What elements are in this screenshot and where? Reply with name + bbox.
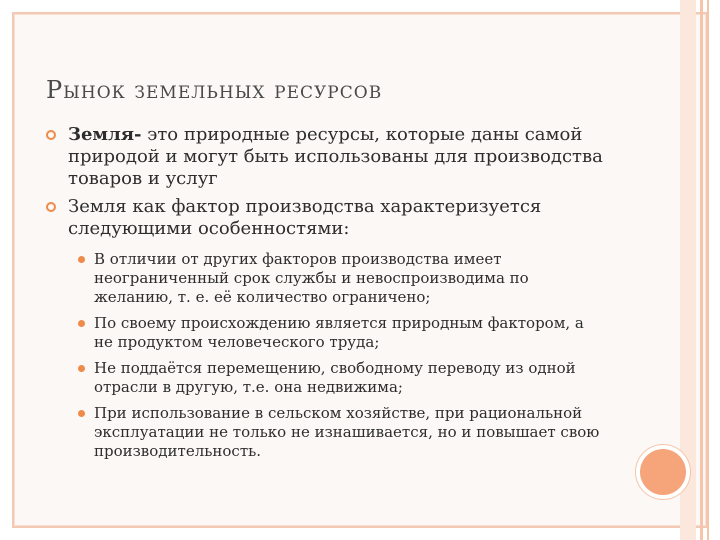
sub-bullet-item bbox=[78, 250, 606, 307]
bullet-item bbox=[46, 124, 606, 190]
sub-bullet-item bbox=[78, 314, 606, 352]
filled-dot-icon bbox=[78, 410, 85, 417]
sub-bullet-text: По своему происхождению является природным фактором, а не продуктом человеческого труда; bbox=[94, 314, 584, 351]
bullet-text: Земля как фактор производства характеризуется следующими особенностями: bbox=[68, 196, 542, 239]
bullet-text: это природные ресурсы, которые даны самой природой и могут быть использованы для производства товаров и услуг bbox=[68, 124, 603, 189]
sub-bullet-text: При использование в сельском хозяйстве, при рациональной эксплуатации не только не изнашивается, но и повышает свою производительность. bbox=[94, 404, 600, 460]
sub-bullet-item bbox=[78, 404, 606, 461]
hollow-circle-icon bbox=[46, 202, 56, 212]
sub-bullet-item bbox=[78, 359, 606, 397]
filled-dot-icon bbox=[78, 365, 85, 372]
sub-bullet-text: В отличии от других факторов производства имеет неограниченный срок службы и невоспроизводима по желанию, т. е. её количество ограничено; bbox=[94, 250, 529, 306]
hollow-circle-icon bbox=[46, 130, 56, 140]
slide-title: Рынок земельных ресурсов bbox=[46, 76, 383, 104]
sub-bullet-text: Не поддаётся перемещению, свободному переводу из одной отрасли в другую, т.е. она недвижима; bbox=[94, 359, 576, 396]
filled-dot-icon bbox=[78, 320, 85, 327]
bullet-item bbox=[46, 196, 606, 240]
bullet-term: Земля- bbox=[68, 124, 142, 145]
decorative-stripes bbox=[680, 0, 720, 540]
orange-circle-icon bbox=[640, 449, 686, 495]
slide-content bbox=[46, 124, 606, 468]
filled-dot-icon bbox=[78, 256, 85, 263]
sub-bullet-list bbox=[78, 250, 606, 461]
